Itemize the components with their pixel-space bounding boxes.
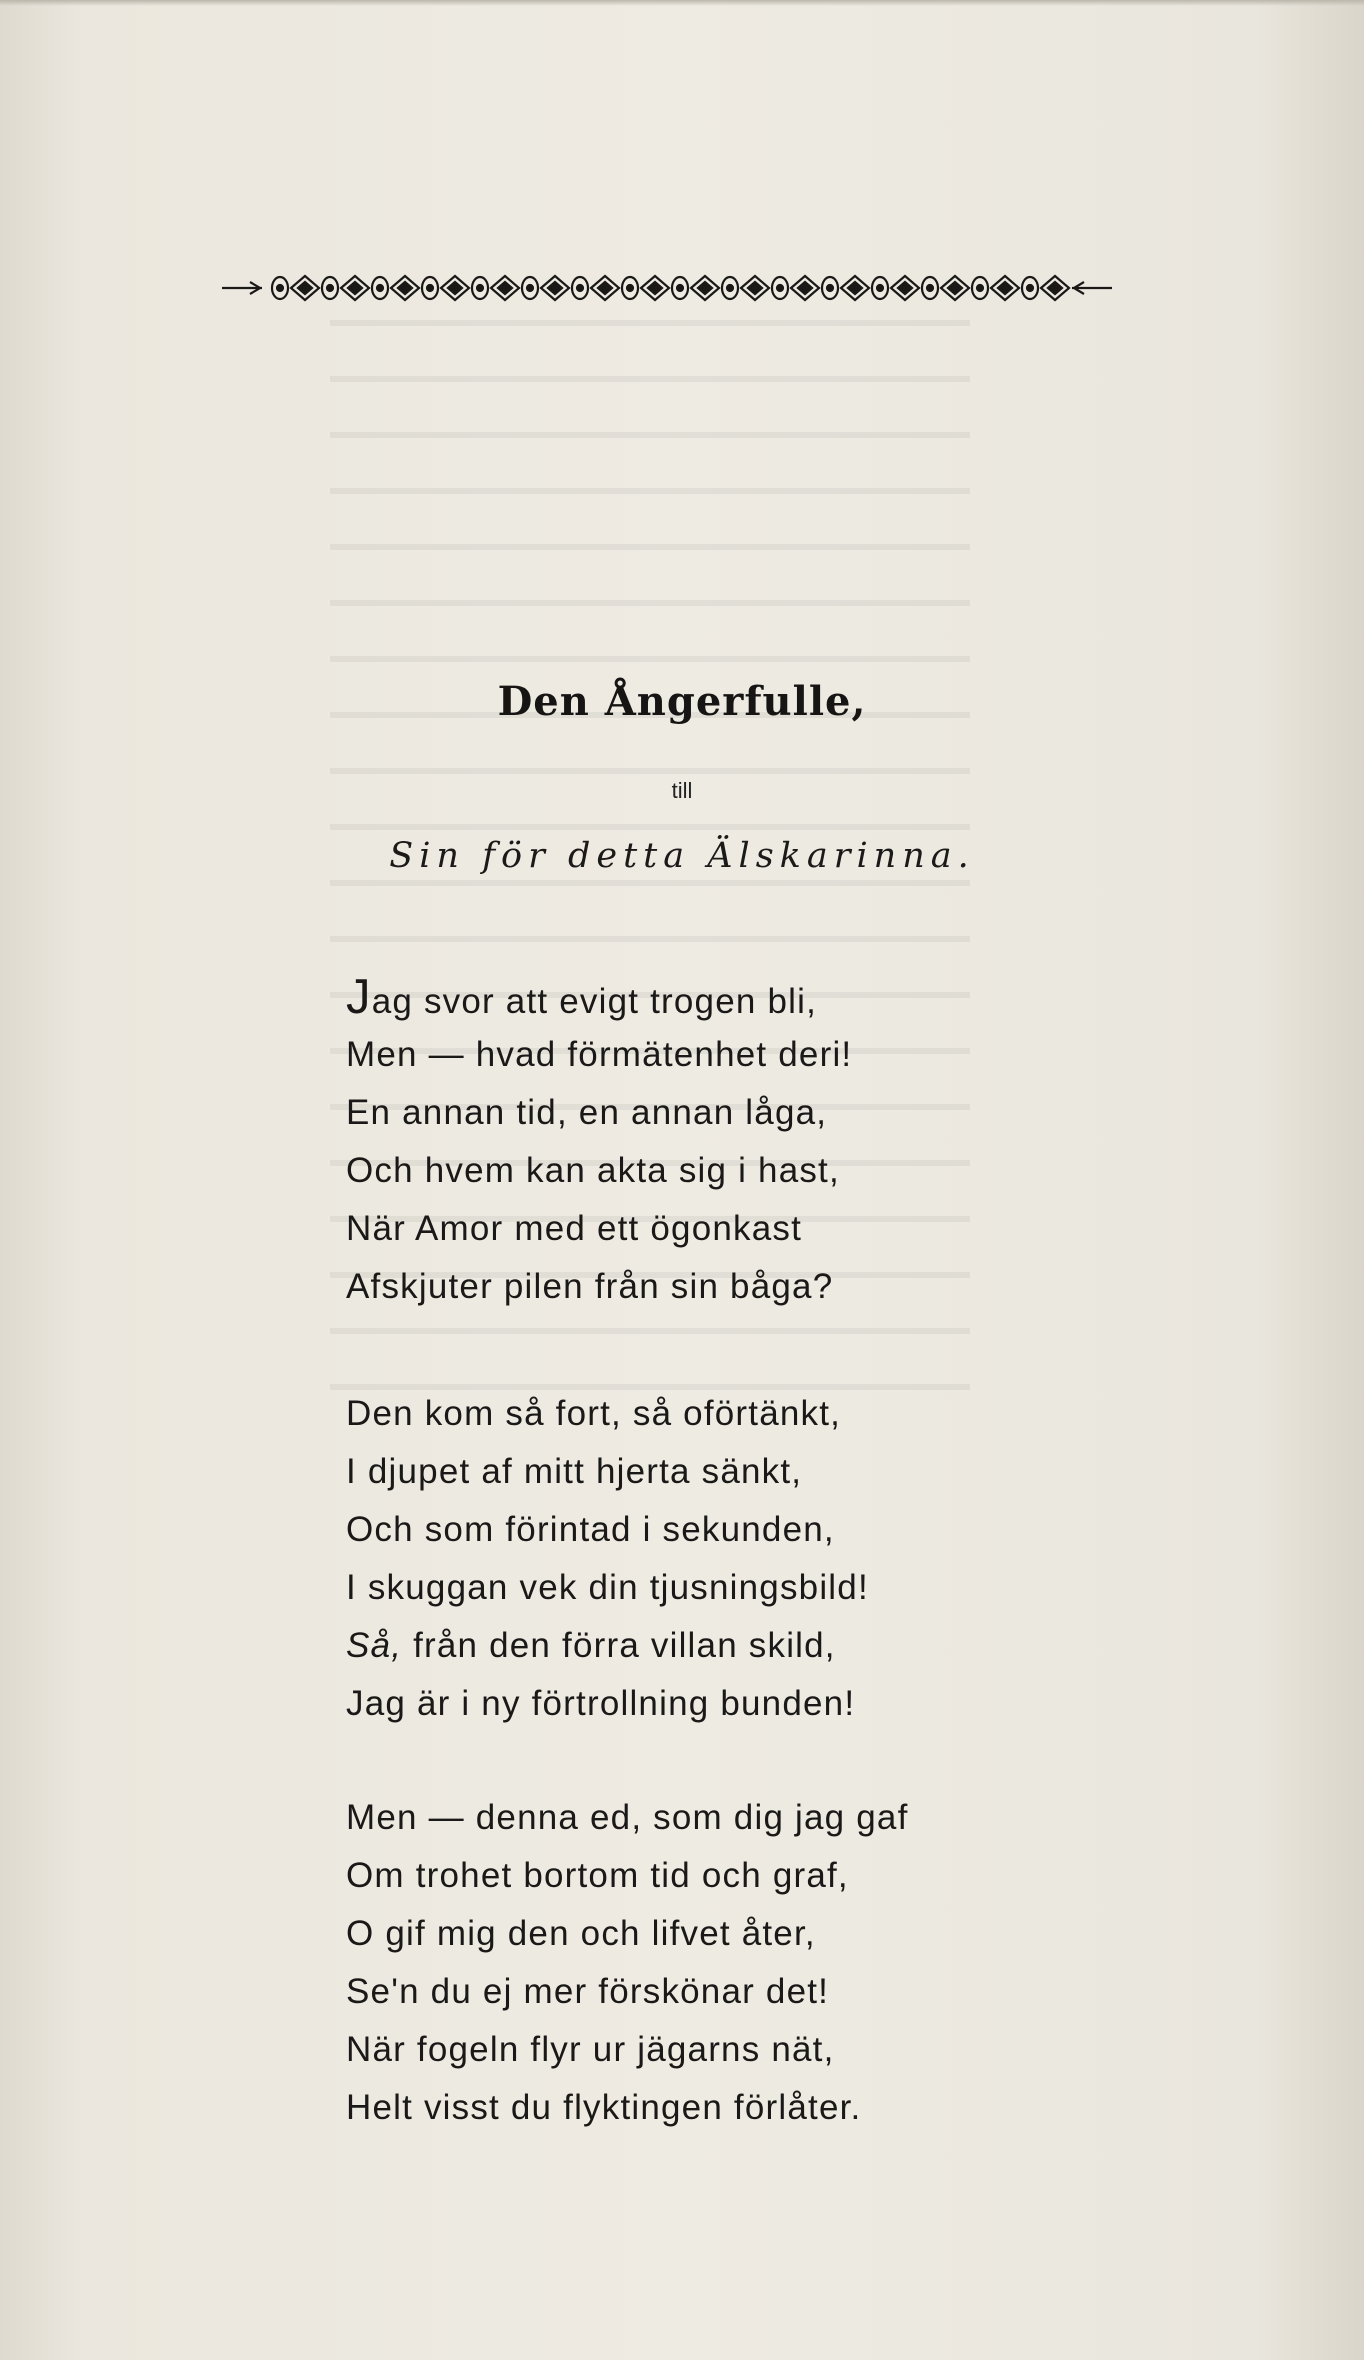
verse-line: Helt visst du flyktingen förlåter. — [346, 2088, 862, 2127]
verse-line-text: från den förra villan skild, — [402, 1626, 836, 1665]
verse-line: O gif mig den och lifvet åter, — [346, 1914, 816, 1953]
verse-line: När fogeln flyr ur jägarns nät, — [346, 2030, 835, 2069]
stanza-1 — [346, 968, 1046, 1316]
verse-line: Om trohet bortom tid och graf, — [346, 1856, 849, 1895]
verse-line-text: ag svor att evigt trogen bli, — [371, 982, 818, 1021]
verse-line: Den kom så fort, så oförtänkt, — [346, 1394, 842, 1433]
verse-line: Och som förintad i sekunden, — [346, 1510, 835, 1549]
stanza-2 — [346, 1385, 1046, 1733]
stanza-3 — [346, 1789, 1046, 2137]
verse-line: Se'n du ej mer förskönar det! — [346, 1972, 830, 2011]
initial-letter: J — [346, 970, 372, 1024]
verse-line: Jag är i ny förtrollning bunden! — [346, 1684, 856, 1723]
verse-line: Men — denna ed, som dig jag gaf — [346, 1798, 909, 1837]
emphasized-word: Så, — [346, 1626, 403, 1665]
verse-line: En annan tid, en annan låga, — [346, 1093, 828, 1132]
poem-dedication-connector: till — [671, 778, 693, 803]
verse-line: I skuggan vek din tjusningsbild! — [346, 1568, 869, 1607]
verse-line: Men — hvad förmätenhet deri! — [346, 1035, 853, 1074]
poem-title: Den Ångerfulle, — [497, 678, 867, 725]
verse-line — [346, 1617, 1046, 1675]
verse-line: Afskjuter pilen från sin båga? — [346, 1267, 834, 1306]
poem-dedication: Sin för detta Älskarinna. — [389, 836, 975, 876]
verse-line: Och hvem kan akta sig i hast, — [346, 1151, 840, 1190]
page-top-edge — [0, 0, 1364, 6]
verse-line: I djupet af mitt hjerta sänkt, — [346, 1452, 803, 1491]
ornamental-rule-icon — [222, 268, 1112, 308]
verse-line — [346, 968, 1046, 1026]
verse-line: När Amor med ett ögonkast — [346, 1209, 803, 1248]
